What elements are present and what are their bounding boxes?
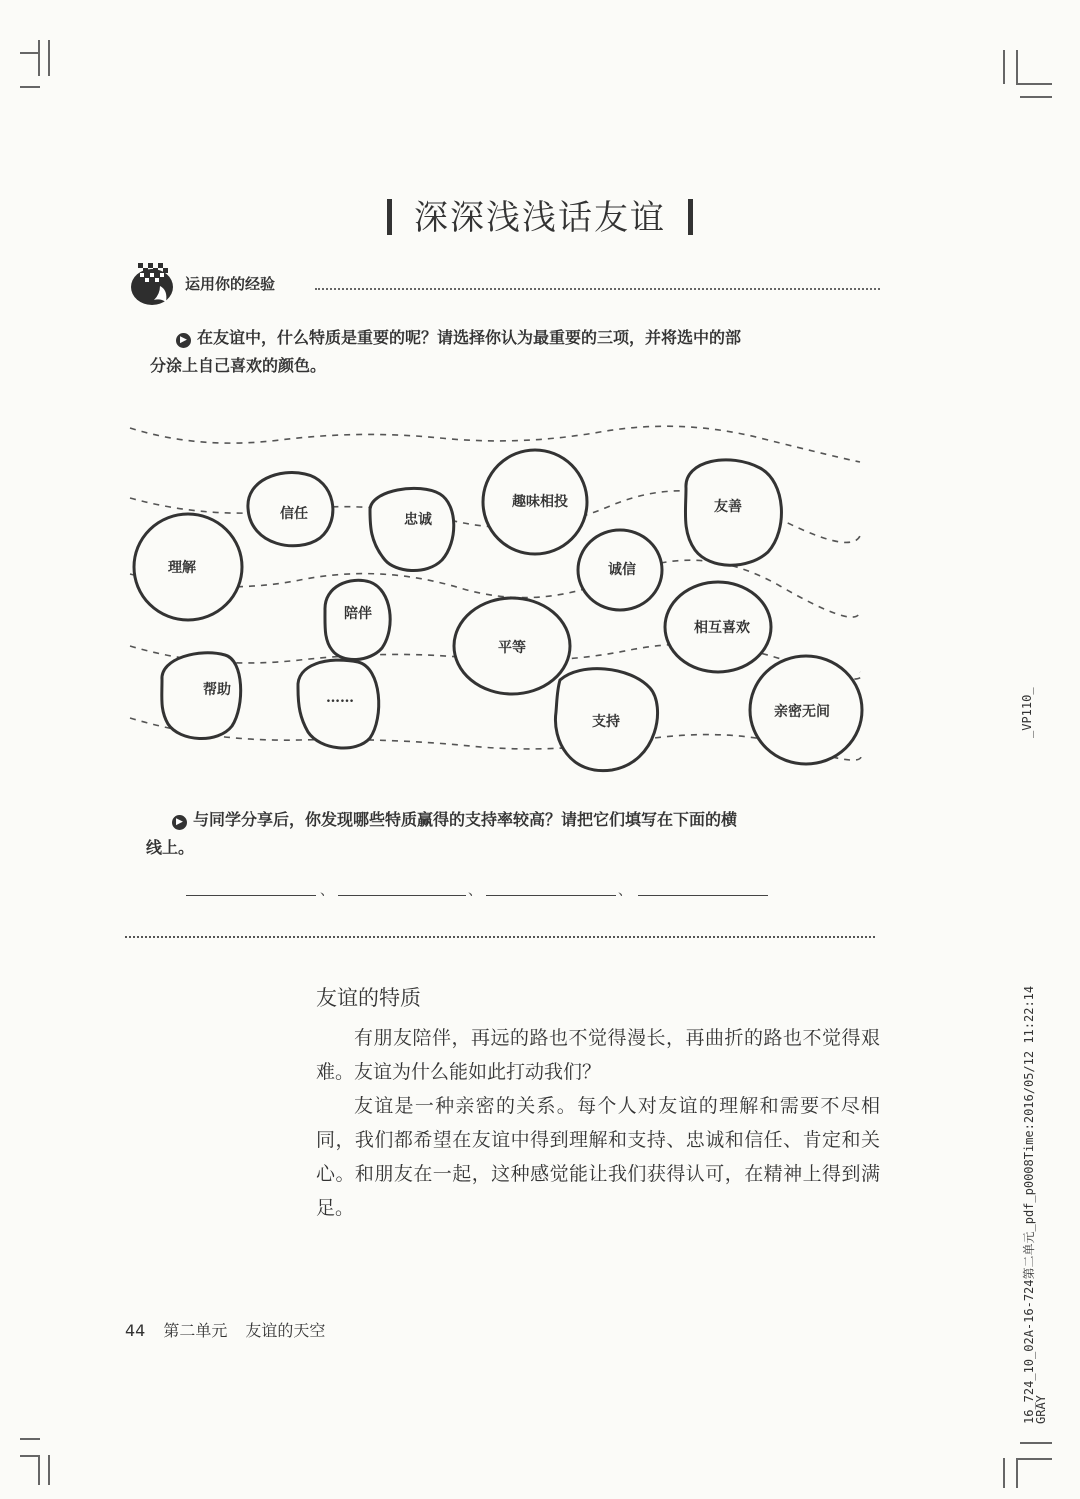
trait-label: 平等 [498, 640, 526, 656]
section-divider [125, 936, 875, 938]
crop-mark [1016, 50, 1018, 84]
trait-label: …… [326, 690, 354, 706]
trait-label: 相互喜欢 [694, 620, 750, 636]
trait-bubbles [134, 450, 862, 771]
section-dotted-rule [315, 288, 880, 290]
article-paragraph-1: 有朋友陪伴，再远的路也不觉得漫长，再曲折的路也不觉得艰难。友谊为什么能如此打动我们？ [316, 1027, 880, 1083]
title-bar-right [688, 199, 693, 235]
answer-blank-2[interactable] [338, 895, 466, 896]
trait-label: 理解 [168, 560, 196, 576]
side-mark-job: 16_724_10_02A-16-724第二单元_pdf_p0008Time:2016/05/12 11:22:14 [1022, 985, 1036, 1424]
crop-mark [38, 40, 40, 76]
crop-mark [20, 52, 40, 54]
question-1-line-1: 在友谊中，什么特质是重要的呢？请选择你认为最重要的三项，并将选中的部 [197, 328, 742, 347]
trait-label: 陪伴 [344, 606, 372, 622]
experience-icon [130, 260, 178, 306]
trait-label: 支持 [592, 714, 620, 730]
blank-separator: 、 [468, 883, 482, 899]
friendship-traits-diagram [120, 410, 870, 780]
page-title-text: 深深浅浅话友谊 [414, 198, 666, 238]
question-2-line-2: 线上。 [146, 838, 195, 857]
question-2 [146, 806, 866, 862]
page-number: 44 [125, 1321, 146, 1340]
side-mark-vp: _VP110_ [1020, 687, 1034, 738]
answer-blank-4[interactable] [638, 895, 768, 896]
trait-label: 帮助 [203, 682, 231, 698]
crop-mark [48, 40, 50, 76]
trait-label: 趣味相投 [512, 494, 568, 510]
blank-separator: 、 [618, 883, 632, 899]
trait-label: 友善 [714, 499, 742, 515]
question-1 [150, 324, 870, 380]
crop-mark [1020, 96, 1052, 98]
trait-label: 诚信 [608, 562, 636, 578]
crop-mark [1003, 50, 1005, 84]
arrow-bullet-icon: ▶ [176, 333, 191, 348]
answer-blank-1[interactable] [186, 895, 316, 896]
crop-mark [1020, 1442, 1052, 1444]
page-title [0, 190, 1080, 239]
footer-unit-title: 友谊的天空 [245, 1321, 326, 1340]
question-2-line-1: 与同学分享后，你发现哪些特质赢得的支持率较高？请把它们填写在下面的横 [193, 810, 738, 829]
crop-mark [1016, 1458, 1018, 1488]
section-label: 运用你的经验 [185, 275, 276, 293]
side-mark-gray: GRAY [1034, 1395, 1048, 1424]
crop-mark [1016, 1458, 1052, 1460]
article-subtitle: 友谊的特质 [316, 986, 421, 1010]
crop-mark [38, 1455, 40, 1485]
article-paragraph-2: 友谊是一种亲密的关系。每个人对友谊的理解和需要不尽相同，我们都希望在友谊中得到理解和支持、忠诚和信任、肯定和关心。和朋友在一起，这种感觉能让我们获得认可，在精神上得到满足。 [316, 1095, 880, 1219]
answer-blank-3[interactable] [486, 895, 616, 896]
section-header [130, 260, 880, 306]
crop-mark [20, 1455, 40, 1457]
blank-separator: 、 [320, 883, 334, 899]
question-1-line-2: 分涂上自己喜欢的颜色。 [150, 356, 327, 375]
trait-label: 忠诚 [404, 512, 432, 528]
crop-mark [20, 1438, 40, 1440]
crop-mark [48, 1455, 50, 1485]
footer-unit: 第二单元 [163, 1321, 228, 1340]
crop-mark [1003, 1458, 1005, 1488]
title-bar-left [387, 199, 392, 235]
arrow-bullet-icon: ▶ [172, 815, 187, 830]
crop-mark [20, 86, 40, 88]
trait-label: 亲密无间 [774, 704, 830, 720]
trait-label: 信任 [280, 506, 308, 522]
crop-mark [1016, 83, 1052, 85]
page-footer [125, 1318, 343, 1341]
trait-bubble [370, 488, 454, 570]
